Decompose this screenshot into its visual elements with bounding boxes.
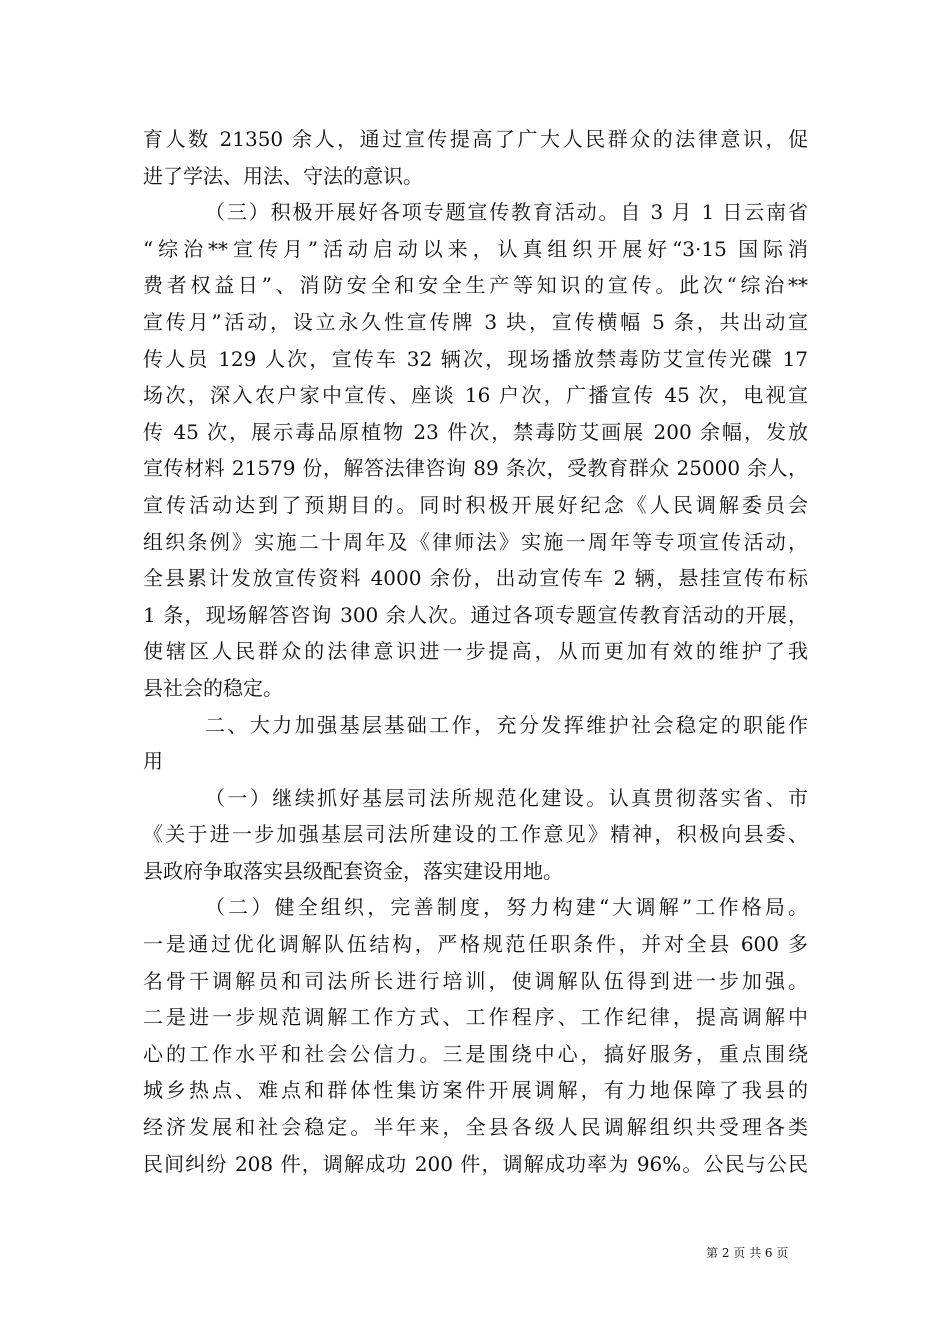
text-line: 二是进一步规范调解工作方式、工作程序、工作纪律，提高调解中 <box>143 1005 808 1030</box>
text-line: （二）健全组织，完善制度，努力构建“大调解”工作格局。 <box>205 895 808 920</box>
text-line: 场次，深入农户家中宣传、座谈 16 户次，广播宣传 45 次，电视宣 <box>143 383 808 408</box>
text-line: 宣传材料 21579 份，解答法律咨询 89 条次，受教育群众 25000 余人， <box>143 456 808 481</box>
text-line: 费者权益日”、消防安全和安全生产等知识的宣传。此次“综治** <box>143 273 808 298</box>
text-line: 全县累计发放宣传资料 4000 余份，出动宣传车 2 辆，悬挂宣传布标 <box>143 566 808 591</box>
text-line: 县政府争取落实县级配套资金，落实建设用地。 <box>143 858 563 883</box>
text-line: 使辖区人民群众的法律意识进一步提高，从而更加有效的维护了我 <box>143 639 808 664</box>
page-number: 第 2 页 共 6 页 <box>706 1246 789 1260</box>
text-line: 县社会的稳定。 <box>143 675 283 700</box>
text-line: 用 <box>143 749 163 774</box>
text-line: 经济发展和社会稳定。半年来，全县各级人民调解组织共受理各类 <box>143 1115 808 1140</box>
text-line: 宣传月”活动，设立永久性宣传牌 3 块，宣传横幅 5 条，共出动宣 <box>143 309 808 334</box>
text-line: 组织条例》实施二十周年及《律师法》实施一周年等专项宣传活动， <box>143 529 808 554</box>
text-line: “综治**宣传月”活动启动以来，认真组织开展好“3·15 国际消 <box>143 236 808 261</box>
text-line: 育人数 21350 余人，通过宣传提高了广大人民群众的法律意识，促 <box>143 127 808 151</box>
text-line: 《关于进一步加强基层司法所建设的工作意见》精神，积极向县委、 <box>143 822 808 847</box>
text-line: 名骨干调解员和司法所长进行培训，使调解队伍得到进一步加强。 <box>143 968 808 993</box>
text-line: 宣传活动达到了预期目的。同时积极开展好纪念《人民调解委员会 <box>143 492 808 517</box>
text-line: 二、大力加强基层基础工作，充分发挥维护社会稳定的职能作 <box>205 712 808 737</box>
text-line: 一是通过优化调解队伍结构，严格规范任职条件，并对全县 600 多 <box>143 932 808 957</box>
text-line: 进了学法、用法、守法的意识。 <box>143 163 423 188</box>
text-line: 传 45 次，展示毒品原植物 23 件次，禁毒防艾画展 200 余幅，发放 <box>143 419 808 444</box>
text-line: 1 条，现场解答咨询 300 余人次。通过各项专题宣传教育活动的开展， <box>143 602 808 627</box>
document-body <box>143 121 808 1182</box>
text-line: 城乡热点、难点和群体性集访案件开展调解，有力地保障了我县的 <box>143 1078 808 1103</box>
text-line: （一）继续抓好基层司法所规范化建设。认真贯彻落实省、市 <box>205 785 808 810</box>
text-line: （三）积极开展好各项专题宣传教育活动。自 3 月 1 日云南省 <box>205 200 808 225</box>
text-line: 民间纠纷 208 件，调解成功 200 件，调解成功率为 96%。公民与公民 <box>143 1151 808 1176</box>
text-line: 心的工作水平和社会公信力。三是围绕中心，搞好服务，重点围绕 <box>143 1041 808 1066</box>
text-line: 传人员 129 人次，宣传车 32 辆次，现场播放禁毒防艾宣传光碟 17 <box>143 346 808 371</box>
